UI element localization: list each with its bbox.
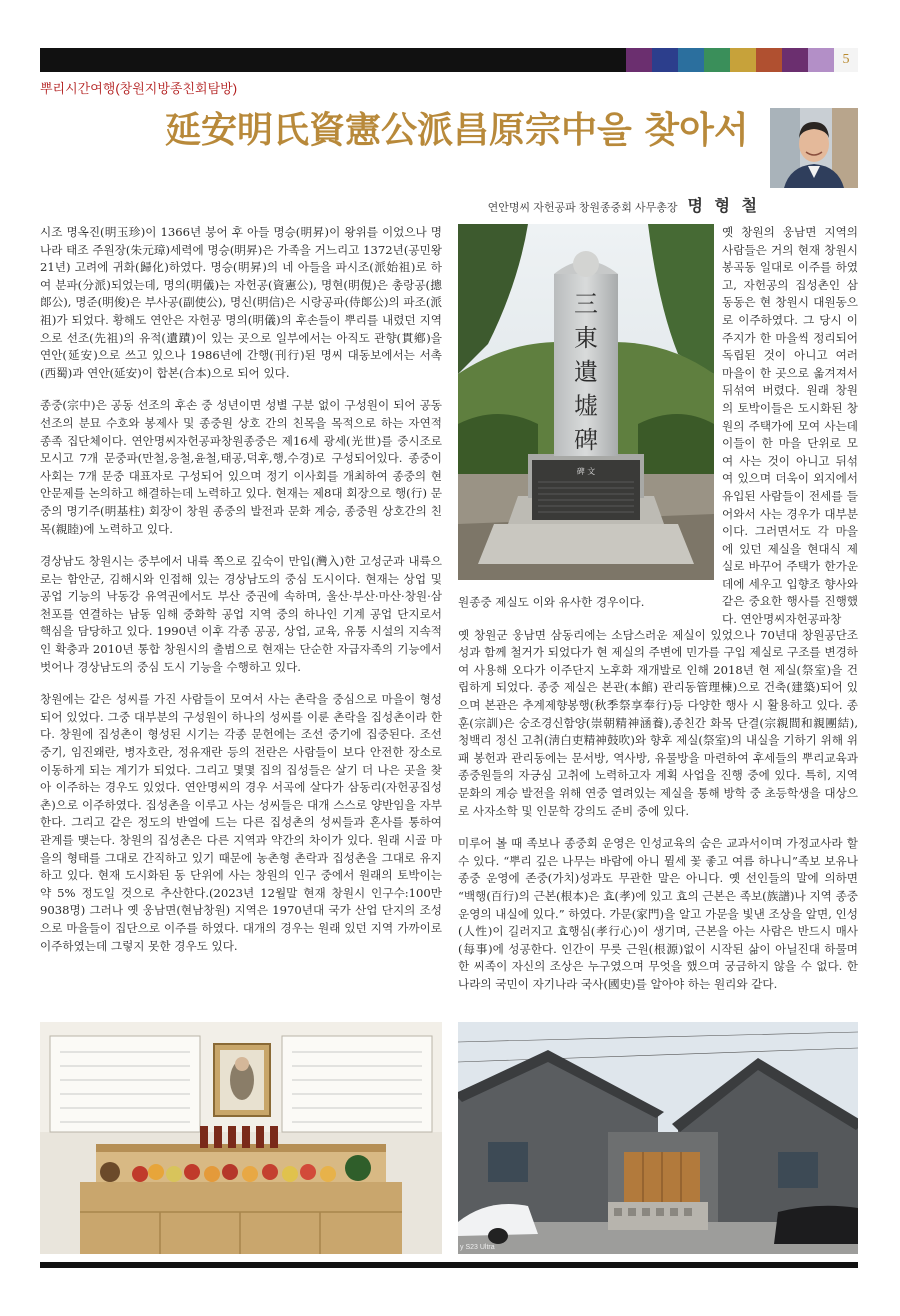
stripe [756, 48, 782, 72]
paragraph: 원종중 제실도 이와 유사한 경우이다. [458, 595, 645, 609]
shrine-building-photo [458, 1022, 858, 1254]
stripe [808, 48, 834, 72]
monument-char: 三 [574, 290, 598, 318]
monument-char: 遺 [574, 358, 598, 386]
monument-char: 東 [574, 324, 598, 352]
plaque-title: 碑 文 [576, 467, 596, 476]
byline [488, 193, 760, 216]
paragraph: 미루어 볼 때 족보나 종중회 운영은 인성교육의 숨은 교과서이며 가정교사라 할 수 있다. “뿌리 깊은 나무는 바람에 아니 뮐세 꽃 좋고 여름 하나니”족보 보유나 종중 운영에 존중(가치)성과도 무관한 말은 아니다. 옛 선인들의 말에 의하면 “백행(百行)의 근본(根本)은 효(孝)에 있고 효의 근본은 족보(族譜)나 지역 종중 운영의 내실에 있다.” 하였다. 가문(家門)을 알고 가문을 빛낸 조상을 알면, 인성(人性)이 길러지고 효행심(孝行心)이 생기며, 근본을 아는 사람은 반드시 매사(每事)에 성공한다. 인간이 무릇 근원(根源)없이 시작된 삶이 아닐진대 하물며 한 씨족이 자신의 조상은 누구였으며 무엇을 했으며 궁금하지 않을 수 없다. 한나라의 국민이 자기나라 국사(國史)를 알아야 하는 원리와 같다. [458, 836, 858, 991]
paragraph: 옛 창원의 웅남면 지역의 사람들은 거의 현재 창원시 봉곡동 일대로 이주를 하였고, 자헌공의 집성촌인 삼동동은 현 창원시 대원동으로 이주하였다. 그 당시 이주지가 한 마을씩 정리되어 독립된 것이 아니고 여러 마을이 한 곳으로 옮겨져서 뒤섞여 버렸다. 원래 창원의 토박이들은 도시화된 창원의 주택가에 모여 사는데 이들이 한 마을 단위로 모여 사는 것이 아니고 뒤섞여 있으며 더욱이 외지에서 유입된 사람들이 전세를 들어와서 사는 경우가 대부분이다. 그러면서도 각 마을에 있던 제실을 현대식 제실로 바꾸어 주택가 한가운데에 세우고 입향조 향사와 같은 중요한 행사를 진행했다. 연안명씨자헌공파창 [722, 225, 858, 627]
author-affiliation: 연안명씨 자헌공파 창원종중회 사무총장 [487, 202, 678, 214]
paragraph: 경상남도 창원시는 중부에서 내륙 쪽으로 깊숙이 만입(灣入)한 고성군과 내륙으로는 함안군, 김해시와 인접해 있는 경상남도의 중심 도시이다. 현재는 상업 및 공업 기능의 낙동강 유역권에서도 부산 중권에 속하며, 울산·부산·마산·창원·삼천포를 연결하는 남동 임해 중화학 공업 지역 중의 하나인 기계 공업 단지로서 핵심을 담당하고 있다. 1990년 이후 각종 공공, 상업, 교육, 유통 시설의 지속적인 확충과 2010년 통합 창원시의 출범으로 현재는 단순한 자급자족의 기능에서 벗어나 경상남도의 중심 도시 기능을 수행하고 있다. [40, 554, 442, 674]
header-bar [40, 48, 858, 72]
color-stripes [626, 48, 834, 72]
photo-credit: y S23 Ultra [460, 1244, 495, 1251]
paragraph: 시조 명옥진(明玉珍)이 1366년 붕어 후 아들 명승(明昇)이 왕위를 이었으나 명나라 태조 주원장(朱元璋)세력에 명승(明昇)은 가족을 거느리고 1372년(공민왕 21년) 고려에 귀화(歸化)하였다. 명승(明昇)의 네 아들을 파시조(派始祖)로 하여 분파(分派)되었는데, 명의(明儀)는 자헌공(資憲公), 명현(明俔)은 총랑공(摠郞公), 명준(明俊)은 부사공(副使公), 명신(明信)은 시랑공파(侍郞公)의 파조(派祖)가 되었다. 황해도 연안은 자헌공 명의(明儀)의 후손들이 뿌리를 내렸던 지역으로 선조(先祖)의 유적(遺蹟)이 있는 곳으로 일부에서는 아직도 관향(貫鄕)을 연안(延安)으로 쓰고 있으나 1986년에 간행(刊行)된 명씨 대동보에서는 서촉(西蜀)과 연안(延安)이 합본(合本)으로 되어 있다. [40, 225, 442, 380]
author-portrait [770, 108, 858, 188]
stripe [678, 48, 704, 72]
left-column [40, 224, 442, 955]
paragraph: 종중(宗中)은 공동 선조의 후손 중 성년이면 성별 구분 없이 구성원이 되어 공동 선조의 분묘 수호와 봉제사 및 종중원 상호 간의 친목을 목적으로 하는 자연적 종족 집단체이다. 연안명씨자헌공파창원종중은 제16세 광세(光世)를 중시조로 모시고 7개 문중파(만철,응철,윤철,태공,덕후,행,수경)로 구성되어있다. 종중이사회는 7개 문중 대표자로 구성되어 있으며 정기 이사회를 개최하여 종중의 현안문제를 논의하고 해결하는데 노력하고 있다. 현재는 제8대 회장으로 행(行) 문중의 명기주(明基柱) 회장이 창원 종중의 발전과 문화 계승, 종중원 상호간의 친목(親睦)에 노력하고 있다. [40, 398, 442, 536]
stripe [652, 48, 678, 72]
page-number: 5 [834, 48, 858, 72]
paragraph: 창원에는 같은 성씨를 가진 사람들이 모여서 사는 촌락을 중심으로 마을이 형성되어 있었다. 그중 대부분의 구성원이 하나의 성씨를 이룬 촌락을 집성촌이라 한다. 창원에 집성촌이 형성된 시기는 각종 문헌에는 조선 중기에 집중된다. 조선 중기, 임진왜란, 병자호란, 정유재란 등의 전란은 사람들이 보다 안전한 장소로 이동하게 되는 계기가 되었다. 그리고 몇몇 집의 집성들은 살기 더 나은 곳을 찾아 이주하는 경우도 있었다. 연안명씨의 경우 서곡에 살다가 삼동리(자헌공집성촌)으로 이주하였다. 집성촌을 이루고 사는 성씨들은 대개 스스로 양반임을 자부한다. 그리고 같은 정도의 반열에 드는 다른 집성촌의 성씨들과 혼사를 통하여 관계를 맺는다. 창원의 집성촌은 다른 지역과 약간의 차이가 있다. 원래 시골 마을의 형태를 그대로 간직하고 있기 때문에 농촌형 촌락과 집성촌을 그대로 유지하고 있다. 현재 도시화된 동 단위에 사는 창원의 인구 중에서 원래의 토박이는 약 5% 정도일 것으로 추산한다.(2023년 12월말 현재 창원시 인구수:100만9038명) 그러나 옛 웅남면(현남창원) 지역은 1970년대 국가 산업 단지의 조성으로 마을들이 집단으로 이주를 하였다. 대개의 경우는 원래 있던 지역 가까이로 이주하였는데 그렇지 못한 경우도 있다. [40, 692, 442, 953]
stripe [704, 48, 730, 72]
monument-char: 碑 [574, 426, 598, 454]
right-top-column [722, 224, 858, 629]
page-title: 延安明氏資憲公派昌原宗中을 찾아서 [165, 109, 749, 151]
section-label: 뿌리시간여행(창원지방종친회탐방) [40, 81, 238, 96]
author-name: 명 형 철 [687, 196, 760, 215]
shrine-interior-photo [40, 1022, 442, 1254]
stripe [626, 48, 652, 72]
monument-char: 墟 [574, 392, 598, 420]
paragraph: 옛 창원군 웅남면 삼동리에는 소담스러운 제실이 있었으나 70년대 창원공단조성과 함께 철거가 되었다가 현 제실의 주변에 민가를 구입 제실로 구조를 변경하여 사용해 오다가 이주단지 노후화 재개발로 인해 2018년 현 제실(祭室)을 건립하게 되었다. 종중 제실은 본관(本館) 관리동管理棟)으로 건축(建築)되어 있으며 본관은 추계제향봉행(秋季祭享奉行)등 다양한 행사 시 활용하고 있다. 종훈(宗訓)은 숭조경신함양(崇朝精神涵養),종친간 화목 단결(宗親間和親團結), 청백리 정신 고취(淸白吏精神鼓吹)와 향후 제실(祭室)의 내실을 기하기 위해 위패 봉헌과 관리동에는 문서방, 역사방, 유물방을 마련하여 후세들의 뿌리교육과 종중원들의 자긍심 고취에 노력하고자 계획 사업을 진행 중에 있다. 특히, 지역 문화의 계승 발전을 위해 연중 열려있는 제실을 통해 방학 중 초등학생을 대상으로 사자소학 및 인문학 강의도 준비 중에 있다. [458, 627, 858, 818]
right-bottom-column [458, 594, 858, 993]
stripe [782, 48, 808, 72]
footer-bar [40, 1262, 858, 1268]
monument-photo [458, 224, 714, 580]
stripe [730, 48, 756, 72]
